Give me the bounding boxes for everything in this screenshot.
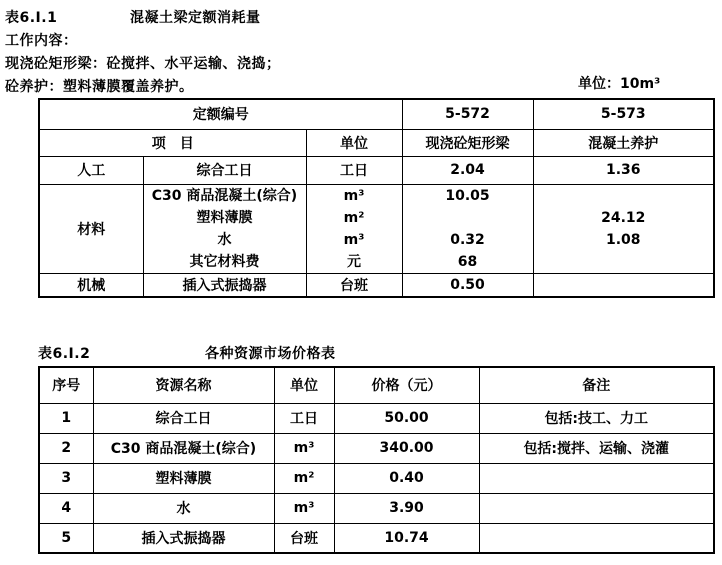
unit-cell: m³	[274, 433, 334, 463]
machine-unit: 台班	[306, 273, 402, 297]
material-row	[39, 184, 714, 273]
price-cell: 50.00	[334, 403, 479, 433]
seq-cell: 3	[39, 463, 93, 493]
price-row-1	[39, 403, 714, 433]
project-label: 项 目	[39, 129, 306, 156]
material-category: 材料	[39, 184, 143, 273]
labor-category: 人工	[39, 156, 143, 184]
resource-name-cell: 综合工日	[93, 403, 274, 433]
price-row-3	[39, 463, 714, 493]
material-names-cell	[143, 184, 306, 273]
resource-name-header: 资源名称	[93, 367, 274, 403]
unit-cell: m³	[274, 493, 334, 523]
material-value-573	[534, 185, 714, 207]
material-unit: m²	[343, 209, 365, 226]
quota-code-label: 定额编号	[39, 99, 402, 129]
table2-title: 各种资源市场价格表	[205, 346, 336, 362]
labor-value-572: 2.04	[402, 156, 533, 184]
labor-row	[39, 156, 714, 184]
quota-header-row-1	[39, 99, 714, 129]
work-content-label: 工作内容：	[5, 33, 78, 49]
material-name: 塑料薄膜	[196, 209, 253, 226]
material-value-573: 24.12	[601, 209, 646, 226]
material-value-573	[534, 251, 714, 273]
price-row-4	[39, 493, 714, 523]
quota-consumption-table	[38, 98, 715, 298]
machine-value-573	[533, 273, 714, 297]
price-header: 价格（元）	[334, 367, 479, 403]
material-values-572-cell	[402, 184, 533, 273]
seq-cell: 2	[39, 433, 93, 463]
material-unit: 元	[347, 253, 362, 270]
beam-column-header: 现浇砼矩形梁	[402, 129, 533, 156]
table1-title: 混凝土梁定额消耗量	[130, 10, 261, 26]
unit-header: 单位	[274, 367, 334, 403]
price-header-row	[39, 367, 714, 403]
unit-cell: m²	[274, 463, 334, 493]
machine-row	[39, 273, 714, 297]
price-row-2	[39, 433, 714, 463]
table1-heading	[5, 7, 261, 27]
unit-column-header: 单位	[306, 129, 402, 156]
seq-header: 序号	[39, 367, 93, 403]
resource-name-cell: C30 商品混凝土(综合)	[93, 433, 274, 463]
table2-heading	[38, 343, 336, 363]
remark-cell	[479, 463, 714, 493]
material-unit: m³	[343, 187, 365, 204]
material-values-573-cell	[533, 184, 714, 273]
work-content-line2: 砼养护：塑料薄膜覆盖养护。	[5, 79, 194, 95]
machine-category: 机械	[39, 273, 143, 297]
labor-unit: 工日	[306, 156, 402, 184]
price-cell: 3.90	[334, 493, 479, 523]
unit-cell: 工日	[274, 403, 334, 433]
remark-header: 备注	[479, 367, 714, 403]
unit-note: 单位：10m³	[578, 76, 661, 92]
seq-cell: 4	[39, 493, 93, 523]
material-value-572: 68	[457, 253, 478, 270]
machine-value-572: 0.50	[402, 273, 533, 297]
resource-name-cell: 插入式振捣器	[93, 523, 274, 553]
work-content-line1: 现浇砼矩形梁：砼搅拌、水平运输、浇捣；	[5, 56, 281, 72]
remark-cell: 包括:技工、力工	[479, 403, 714, 433]
seq-cell: 5	[39, 523, 93, 553]
resource-name-cell: 塑料薄膜	[93, 463, 274, 493]
material-value-573: 1.08	[606, 231, 641, 248]
resource-price-table	[38, 366, 715, 554]
quota-code-572: 5-572	[402, 99, 533, 129]
curing-column-header: 混凝土养护	[533, 129, 714, 156]
material-value-572: 0.32	[450, 231, 485, 248]
remark-cell	[479, 493, 714, 523]
labor-value-573: 1.36	[533, 156, 714, 184]
remark-cell: 包括:搅拌、运输、浇灌	[479, 433, 714, 463]
remark-cell	[479, 523, 714, 553]
quota-code-573: 5-573	[533, 99, 714, 129]
material-name: 其它材料费	[189, 253, 260, 270]
price-cell: 10.74	[334, 523, 479, 553]
price-row-5	[39, 523, 714, 553]
resource-name-cell: 水	[93, 493, 274, 523]
table1-number-label: 表6.Ⅰ.1	[5, 10, 58, 26]
material-units-cell	[306, 184, 402, 273]
table2-number-label: 表6.Ⅰ.2	[38, 346, 91, 362]
material-name: C30 商品混凝土(综合)	[151, 187, 298, 204]
machine-name: 插入式振捣器	[143, 273, 306, 297]
price-cell: 0.40	[334, 463, 479, 493]
material-value-572: 10.05	[445, 187, 490, 204]
seq-cell: 1	[39, 403, 93, 433]
material-name: 水	[217, 231, 232, 248]
labor-name: 综合工日	[143, 156, 306, 184]
material-unit: m³	[343, 231, 365, 248]
price-cell: 340.00	[334, 433, 479, 463]
unit-cell: 台班	[274, 523, 334, 553]
material-value-572	[403, 207, 533, 229]
quota-header-row-2	[39, 129, 714, 156]
